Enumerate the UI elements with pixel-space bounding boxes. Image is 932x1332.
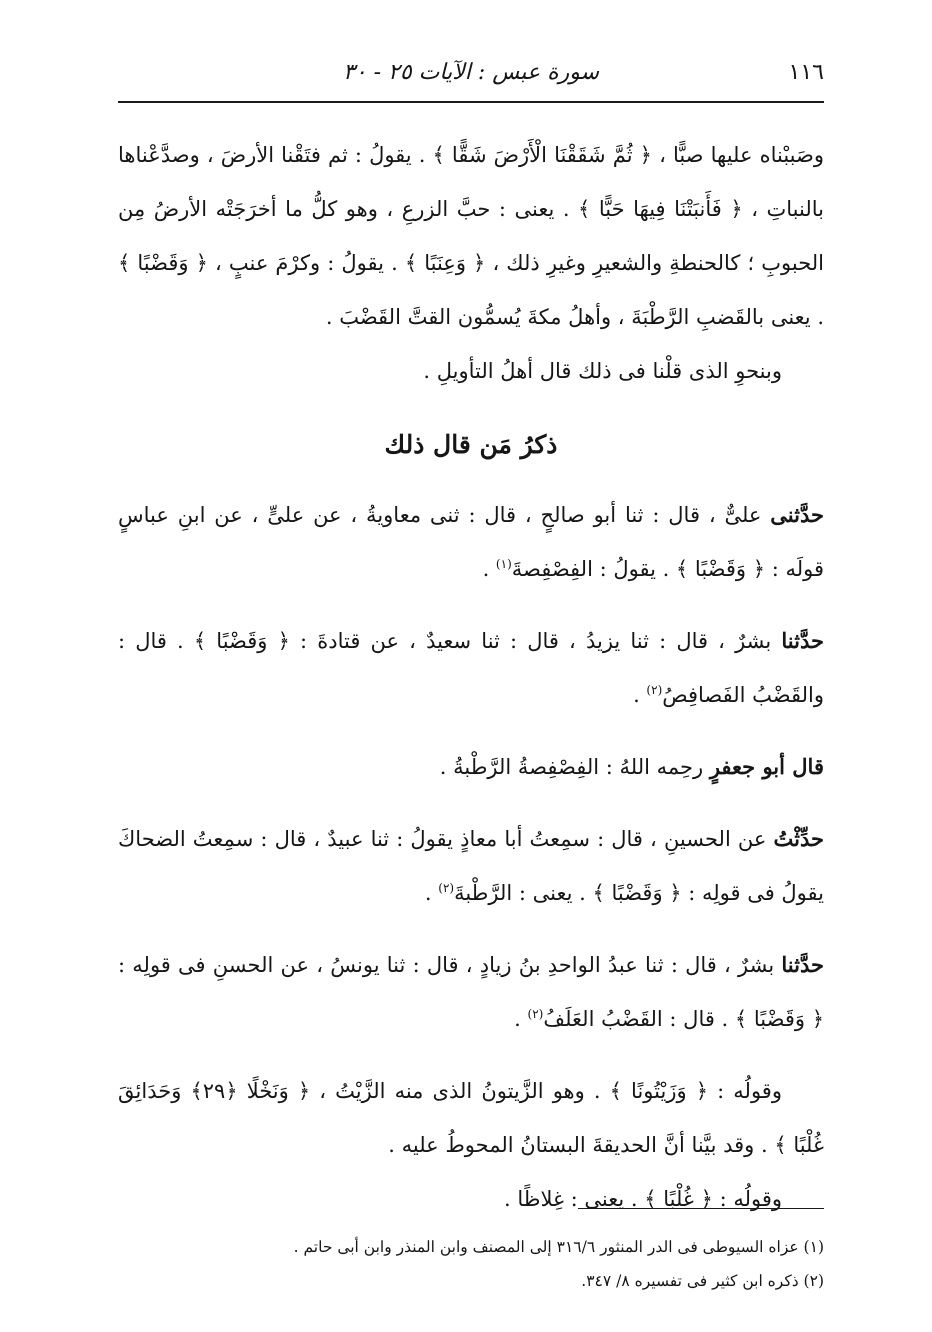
narration-lead: حدَّثنا xyxy=(781,628,824,653)
narration-text: بشرٌ ، قال : ثنا يزيدُ ، قال : ثنا سعيدٌ ، عن قتادةَ : ﴿ وَقَضْبًا ﴾ . قال : والقَضْبُ الفَصافِصُ xyxy=(118,629,824,707)
narration-text: علىٌّ ، قال : ثنا أبو صالحٍ ، قال : ثنى معاويةُ ، عن علىٍّ ، عن ابنِ عباسٍ قولَه : ﴿ وَقَضْبًا ﴾ . يقولُ : الفِصْفِصةَ xyxy=(118,503,824,581)
page-number: ١١٦ xyxy=(788,60,824,85)
narration-1 xyxy=(118,488,824,596)
narration-lead: حدَّثنا xyxy=(781,952,824,977)
paragraph-olives: وقولُه : ﴿ وَزَيْتُونًا ﴾ . وهو الزَّيتونُ الذى منه الزَّيْتُ ، ﴿ وَنَخْلًا ﴿٢٩﴾ وَحَدَائِقَ غُلْبًا ﴾ . وقد بيَّنا أنَّ الحديقةَ البستانُ المحوطُ عليه . xyxy=(118,1079,824,1157)
narration-end: . xyxy=(514,1007,528,1031)
narration-3 xyxy=(118,740,824,794)
section-heading: ذكرُ مَن قال ذلك xyxy=(384,430,558,459)
page-header xyxy=(118,56,824,96)
footnote-2: (٢) ذكره ابن كثير فى تفسيره ٨/ ٣٤٧. xyxy=(581,1272,824,1290)
running-title: سورة عبس : الآيات ٢٥ - ٣٠ xyxy=(342,60,600,85)
narration-2 xyxy=(118,614,824,722)
narration-lead: حدِّثْتُ xyxy=(773,826,824,851)
paragraph-ghulb: وقولُه : ﴿ غُلْبًا ﴾ . يعنى : غِلاظًا . xyxy=(504,1187,782,1211)
footnote-rule xyxy=(578,1208,824,1209)
narration-text: رحِمه اللهُ : الفِصْفِصةُ الرَّطْبةُ . xyxy=(439,755,710,779)
narration-lead: قال أبو جعفرٍ xyxy=(709,754,824,779)
footnotes xyxy=(118,1230,824,1298)
narration-lead: حدَّثنى xyxy=(770,502,824,527)
footnote-ref: (١) xyxy=(495,557,512,571)
narration-5 xyxy=(118,938,824,1046)
header-rule xyxy=(118,101,824,103)
footnote-ref: (٢) xyxy=(646,683,663,697)
narration-end: . xyxy=(424,881,439,905)
paragraph-transition: وبنحوِ الذى قلْنا فى ذلك قال أهلُ التأويلِ . xyxy=(423,359,782,383)
paragraph-tafsir: وصَببْناه عليها صبًّا ، ﴿ ثُمَّ شَقَقْنَا الْأَرْضَ شَقًّا ﴾ . يقولُ : ثم فتَقْنا الأرضَ ، وصدَّعْناها بالنباتِ ، ﴿ فَأَنبَتْنَا فِيهَا حَبًّا ﴾ . يعنى : حبَّ الزرعِ ، وهو كلُّ ما أخرَجَتْه الأرضُ مِن الحبوبِ ؛ كالحنطةِ والشعيرِ وغيرِ ذلك ، ﴿ وَعِنَبًا ﴾ . يقولُ : وكرْمَ عنبٍ ، ﴿ وَقَضْبًا ﴾ . يعنى بالقَضبِ الرَّطْبَةَ ، وأهلُ مكةَ يُسمُّون القتَّ القَضْبَ . xyxy=(118,143,824,329)
footnote-ref: (٢) xyxy=(438,881,455,895)
narration-4 xyxy=(118,812,824,920)
narration-text: بشرٌ ، قال : ثنا عبدُ الواحدِ بنُ زيادٍ ، قال : ثنا يونسُ ، عن الحسنِ فى قولِه : ﴿ وَقَضْبًا ﴾ . قال : القَضْبُ العَلَفُ xyxy=(118,953,824,1031)
footnote-ref: (٢) xyxy=(527,1007,544,1021)
narration-text: عن الحسينِ ، قال : سمِعتُ أبا معاذٍ يقولُ : ثنا عبيدٌ ، قال : سمِعتُ الضحاكَ يقولُ فى قولِه : ﴿ وَقَضْبًا ﴾ . يعنى : الرَّطْبةَ xyxy=(118,827,824,905)
narration-end: . xyxy=(633,683,647,707)
main-text xyxy=(118,128,824,1226)
footnote-1: (١) عزاه السيوطى فى الدر المنثور ٣١٦/٦ إلى المصنف وابن المنذر وابن أبى حاتم . xyxy=(293,1238,824,1256)
narration-end: . xyxy=(482,557,496,581)
